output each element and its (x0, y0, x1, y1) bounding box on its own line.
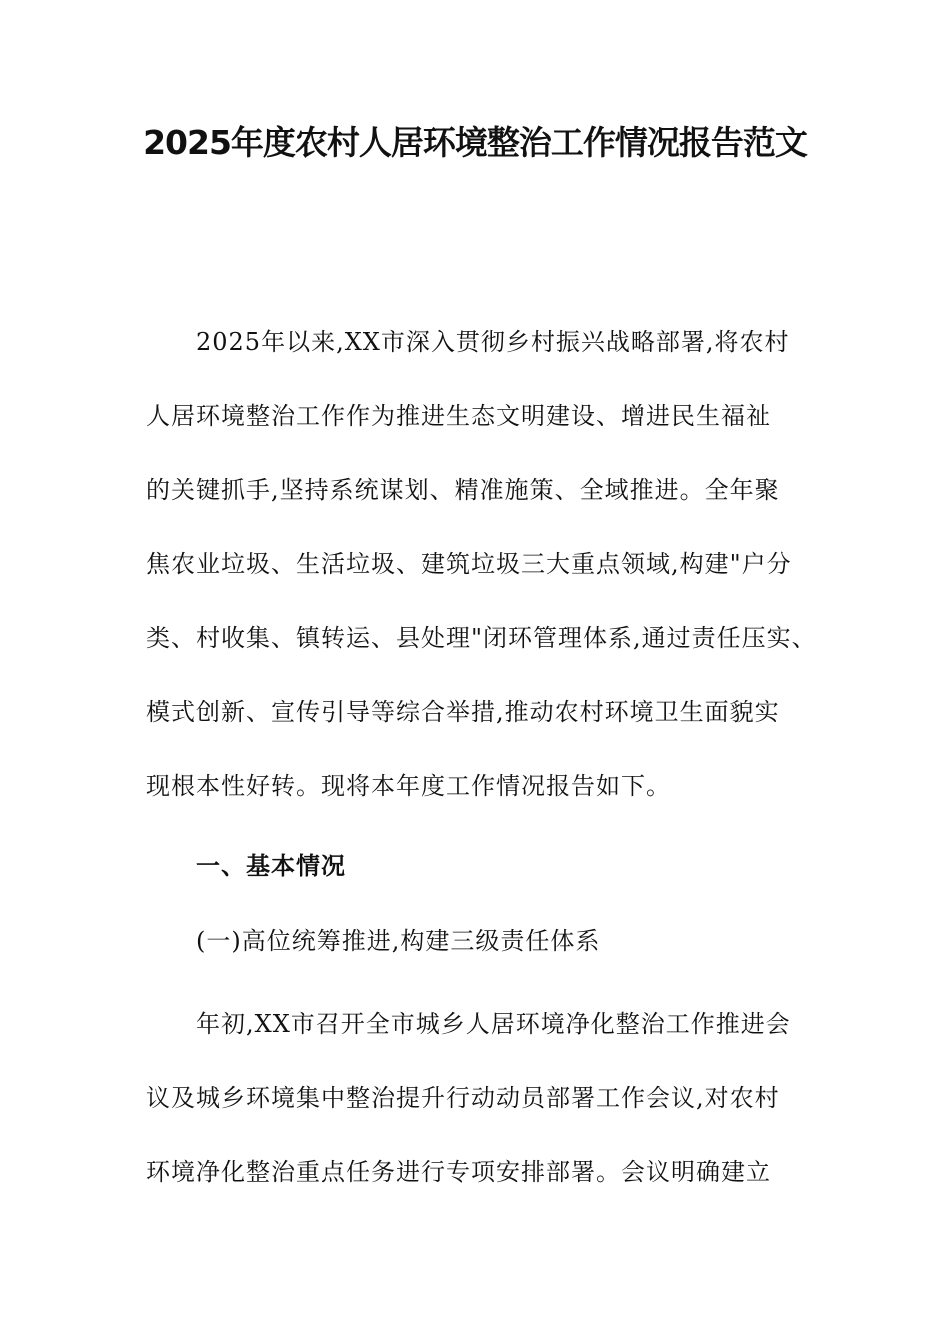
subsection-heading: (一)高位统筹推进,构建三级责任体系 (196, 927, 601, 955)
body-line-3: 环境净化整治重点任务进行专项安排部署。会议明确建立 (146, 1158, 771, 1186)
intro-line-1: 2025年以来,XX市深入贯彻乡村振兴战略部署,将农村 (196, 328, 790, 356)
body-line-2: 议及城乡环境集中整治提升行动动员部署工作会议,对农村 (146, 1084, 780, 1112)
intro-line-4: 焦农业垃圾、生活垃圾、建筑垃圾三大重点领域,构建"户分 (146, 550, 792, 578)
intro-line-5: 类、村收集、镇转运、县处理"闭环管理体系,通过责任压实、 (146, 624, 817, 652)
document-title: 2025年度农村人居环境整治工作情况报告范文 (143, 123, 807, 162)
section-heading: 一、基本情况 (196, 852, 346, 880)
intro-line-6: 模式创新、宣传引导等综合举措,推动农村环境卫生面貌实 (146, 698, 780, 726)
intro-line-7: 现根本性好转。现将本年度工作情况报告如下。 (146, 772, 671, 800)
intro-line-3: 的关键抓手,坚持系统谋划、精准施策、全域推进。全年聚 (146, 476, 780, 504)
intro-line-2: 人居环境整治工作作为推进生态文明建设、增进民生福祉 (146, 402, 771, 430)
body-line-1: 年初,XX市召开全市城乡人居环境净化整治工作推进会 (196, 1010, 791, 1038)
